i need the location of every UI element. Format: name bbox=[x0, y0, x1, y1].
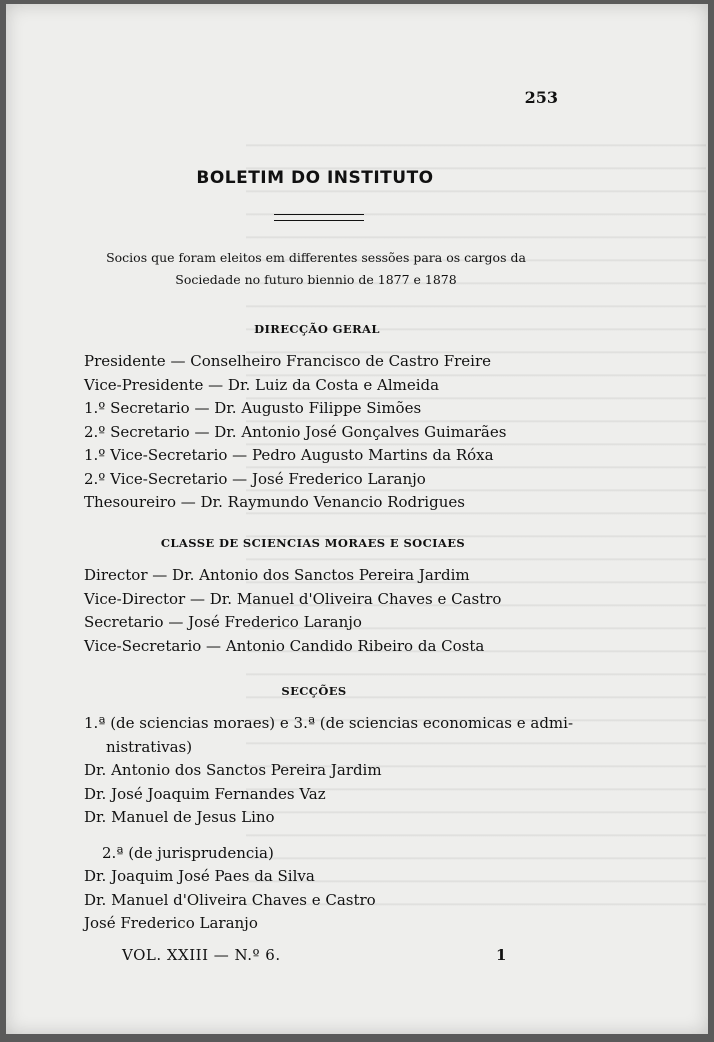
title-rule bbox=[274, 214, 364, 221]
volume-label: VOL. XXIII — N.º 6. bbox=[122, 946, 281, 964]
direccao-line: 1.º Secretario — Dr. Augusto Filippe Simões bbox=[84, 399, 422, 417]
member-line: Dr. Manuel de Jesus Lino bbox=[84, 808, 275, 826]
direccao-line: 2.º Secretario — Dr. Antonio José Gonçalves Guimarães bbox=[84, 422, 507, 441]
direccao-line: Vice-Presidente — Dr. Luiz da Costa e Almeida bbox=[84, 375, 440, 394]
direccao-line: Presidente — Conselheiro Francisco de Castro Freire bbox=[84, 352, 491, 370]
direccao-list bbox=[84, 350, 564, 515]
subtitle: Socios que foram eleitos em differentes sessões para os cargos da Sociedade no futuro biennio de 1877 e 1878 bbox=[106, 250, 526, 287]
member-line: Dr. José Joaquim Fernandes Vaz bbox=[84, 784, 326, 803]
classe-line: Vice-Director — Dr. Manuel d'Oliveira Chaves e Castro bbox=[84, 589, 502, 608]
classe-line: Vice-Secretario — Antonio Candido Ribeiro da Costa bbox=[84, 636, 485, 655]
direccao-line: 1.º Vice-Secretario — Pedro Augusto Martins da Róxa bbox=[84, 446, 494, 464]
member-line: Dr. Manuel d'Oliveira Chaves e Castro bbox=[84, 890, 376, 909]
classe-list bbox=[84, 564, 564, 658]
page-number: 253 bbox=[524, 88, 558, 107]
heading-seccoes: SECÇÕES bbox=[281, 684, 347, 698]
book-page bbox=[6, 4, 708, 1034]
heading-direccao: DIRECÇÃO GERAL bbox=[254, 322, 380, 336]
member-line: Dr. Antonio dos Sanctos Pereira Jardim bbox=[84, 761, 382, 779]
seccoes-list bbox=[84, 712, 574, 936]
seccao-line: 2.ª (de jurisprudencia) bbox=[102, 843, 274, 862]
seccao-line-cont: nistrativas) bbox=[106, 737, 193, 756]
classe-line: Director — Dr. Antonio dos Sanctos Pereira Jardim bbox=[84, 566, 470, 584]
heading-classe: CLASSE DE SCIENCIAS MORAES E SOCIAES bbox=[160, 536, 466, 550]
member-line: José Frederico Laranjo bbox=[84, 914, 258, 932]
member-line: Dr. Joaquim José Paes da Silva bbox=[84, 867, 315, 885]
classe-line: Secretario — José Frederico Laranjo bbox=[84, 613, 362, 631]
seccao-line: 1.ª (de sciencias moraes) e 3.ª (de sciencias economicas e admi- bbox=[84, 714, 574, 732]
page-title: BOLETIM DO INSTITUTO bbox=[196, 168, 434, 188]
page-footer bbox=[122, 946, 522, 964]
direccao-line: 2.º Vice-Secretario — José Frederico Laranjo bbox=[84, 469, 426, 488]
direccao-line: Thesoureiro — Dr. Raymundo Venancio Rodrigues bbox=[84, 493, 465, 511]
signature-mark: 1 bbox=[496, 946, 507, 964]
